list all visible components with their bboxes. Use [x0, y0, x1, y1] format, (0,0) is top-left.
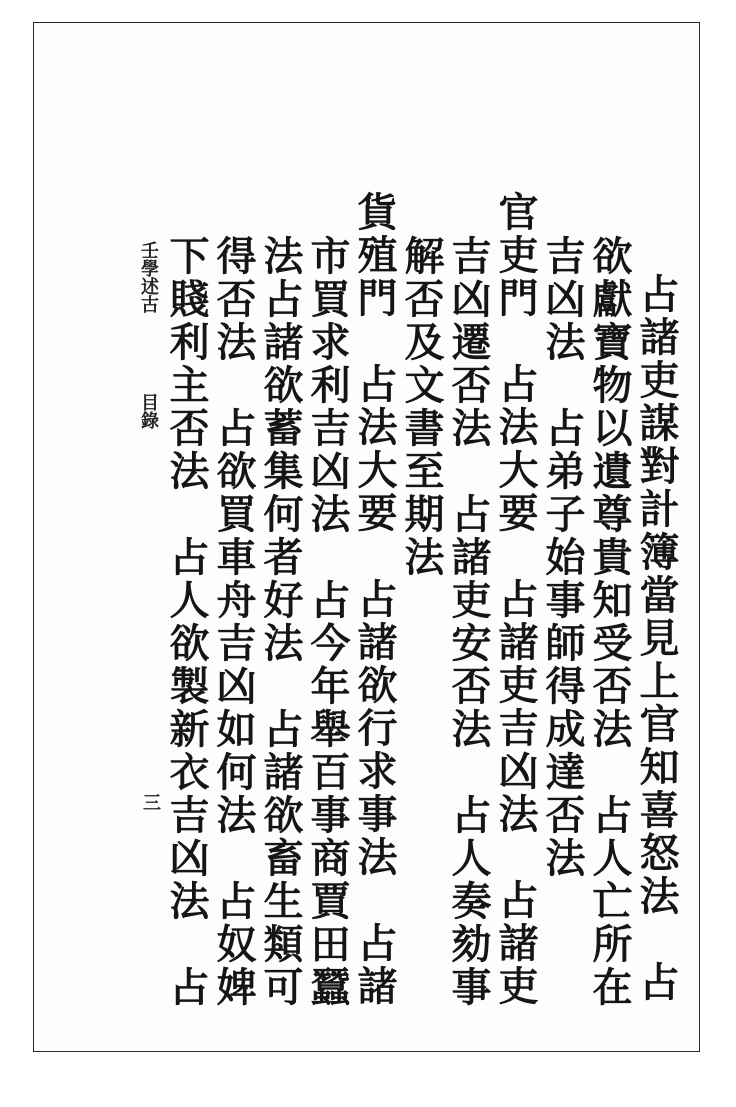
text-column-6: 解否及文書至期法: [398, 235, 445, 579]
page-frame: [33, 22, 700, 1052]
book-title: 壬學述古: [138, 241, 159, 313]
text-column-5: 吉凶遷否法 占諸吏安否法 占人奏劾事: [445, 235, 492, 1009]
text-column-10: 得否法 占欲買車舟吉凶如何法 占奴婢: [210, 235, 257, 1009]
text-column-8: 市買求利吉凶法 占今年舉百事商賈田蠶: [304, 235, 351, 1009]
text-column-1: 占諸吏謀對計簿當見上官知喜怒法 占: [633, 273, 680, 1004]
text-column-7: 貨殖門 占法大要 占諸欲行求事法 占諸: [351, 191, 398, 1008]
section-title: 目錄: [138, 393, 159, 429]
page-number: 三: [140, 793, 161, 811]
text-column-2: 欲獻寶物以遺尊貴知受否法 占人亡所在: [586, 235, 633, 1009]
text-column-4: 官吏門 占法大要 占諸吏吉凶法 占諸吏: [492, 191, 539, 1008]
text-column-9: 法占諸欲蓄集何者好法 占諸欲畜生類可: [257, 235, 304, 1009]
text-column-3: 吉凶法 占弟子始事師得成達否法: [539, 235, 586, 880]
text-column-11: 下賤利主否法 占人欲製新衣吉凶法 占: [163, 235, 210, 1009]
